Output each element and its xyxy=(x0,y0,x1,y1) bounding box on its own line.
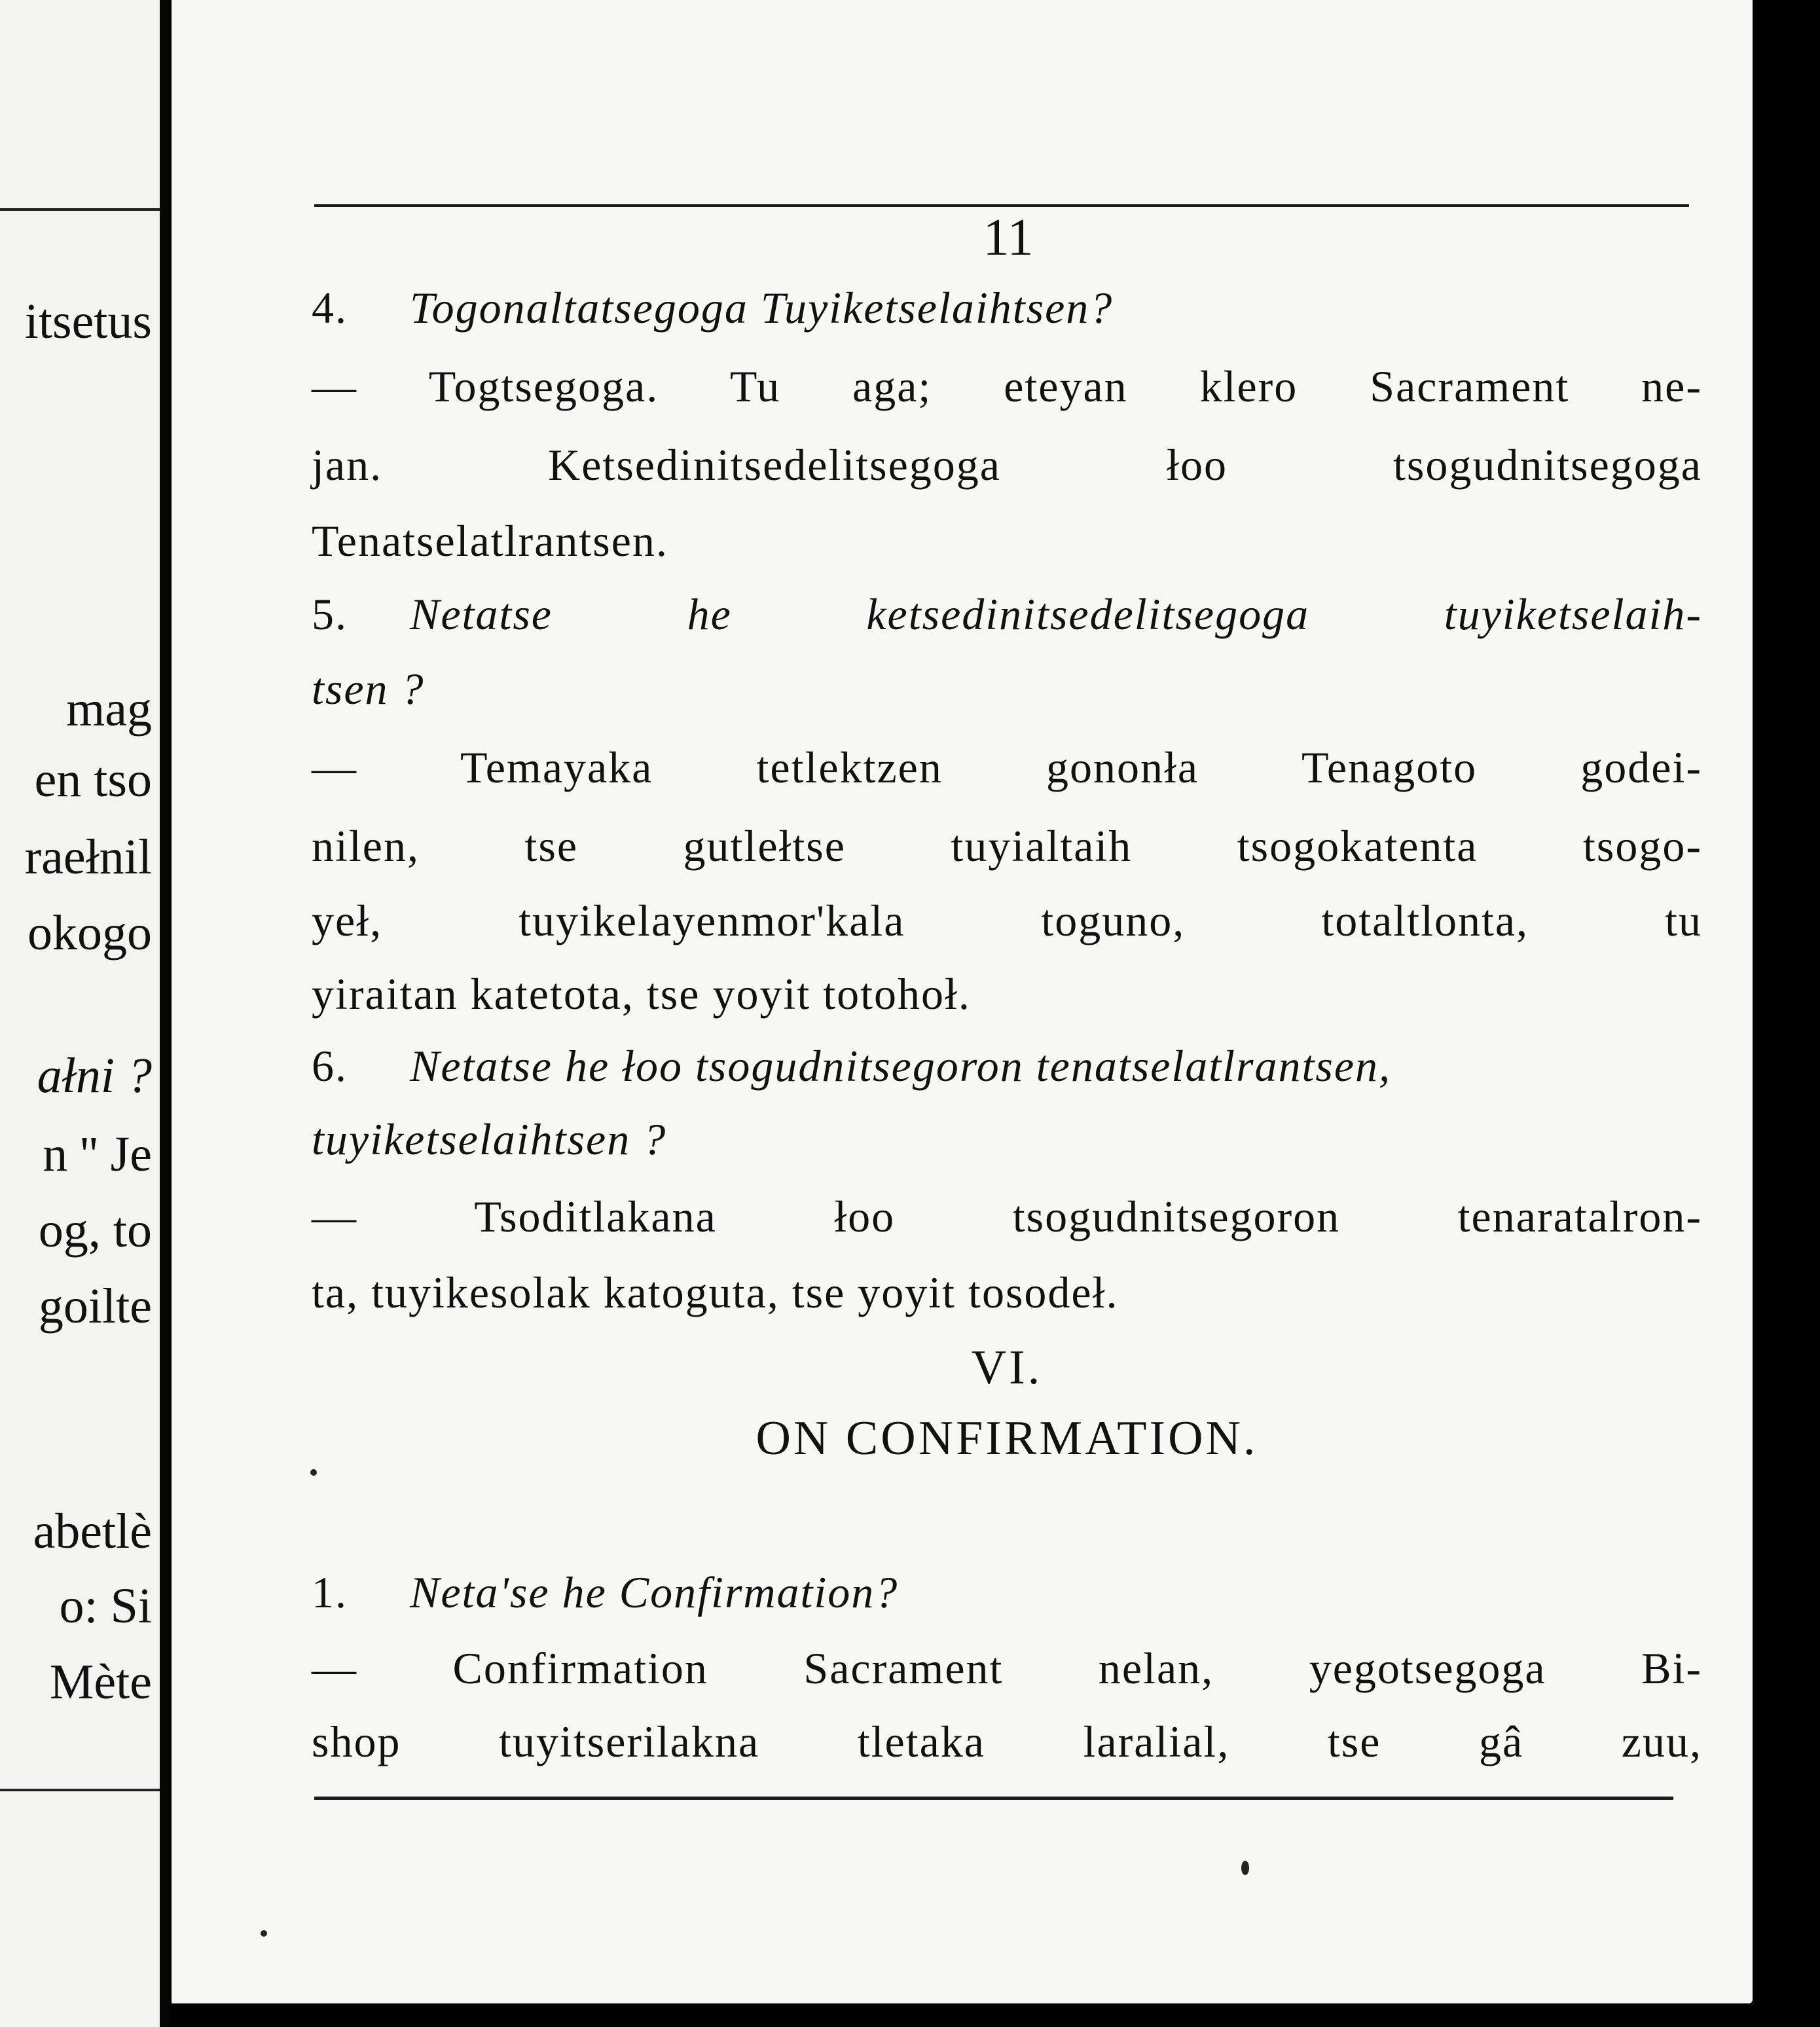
question-number: 5. xyxy=(312,589,348,639)
left-text-fragment: raełnil xyxy=(24,830,152,885)
footer-rule xyxy=(314,1797,1673,1800)
header-rule xyxy=(314,204,1689,207)
question-line xyxy=(312,283,1702,333)
answer-line: — Temayaka tetlektzen gononła Tenagoto godei- xyxy=(312,742,1702,792)
left-text-fragment: og, to xyxy=(38,1203,152,1258)
question-line: tuyiketselaihtsen ? xyxy=(312,1114,667,1164)
left-text-fragment: ałni ? xyxy=(37,1048,152,1103)
section-numeral: VI. xyxy=(971,1341,1043,1395)
page-number: 11 xyxy=(983,209,1034,266)
answer-line: — Togtsegoga. Tu aga; eteyan klero Sacrament ne- xyxy=(312,361,1702,411)
question-number: 1. xyxy=(312,1567,348,1617)
question-line: tsen ? xyxy=(312,664,425,714)
page-edge-shadow xyxy=(1753,0,1820,2027)
left-text-fragment: abetlè xyxy=(33,1504,152,1559)
answer-line: Tenatselatlrantsen. xyxy=(312,516,668,566)
answer-line: yiraitan katetota, tse yoyit totohoł. xyxy=(312,969,971,1019)
left-page-rule xyxy=(0,208,160,211)
question-line xyxy=(312,1567,1702,1617)
ink-speck xyxy=(1241,1861,1249,1875)
left-page-rule xyxy=(0,1789,160,1791)
left-text-fragment: goilte xyxy=(38,1279,152,1334)
left-text-fragment: itsetus xyxy=(24,294,152,349)
page-gutter xyxy=(160,0,169,2027)
left-text-fragment: Mète xyxy=(49,1654,152,1709)
question-line xyxy=(312,1041,1702,1091)
answer-line: ta, tuyikesolak katoguta, tse yoyit tosodeł. xyxy=(312,1268,1119,1317)
left-page-fragment xyxy=(0,0,160,2027)
question-line xyxy=(312,589,1702,639)
answer-line: yeł, tuyikelayenmor'kala toguno, totaltlonta, tu xyxy=(312,896,1702,945)
answer-line: shop tuyitserilakna tletaka laralial, tse gâ zuu, xyxy=(312,1717,1702,1766)
left-text-fragment: en tso xyxy=(34,752,152,807)
answer-line: — Tsoditlakana łoo tsogudnitsegoron tenaratalron- xyxy=(312,1192,1702,1241)
question-text: Netatse he łoo tsogudnitsegoron tenatselatlrantsen, xyxy=(410,1041,1392,1091)
answer-line: jan. Ketsedinitsedelitsegoga łoo tsogudnitsegoga xyxy=(312,440,1702,490)
question-text: Netatse he ketsedinitsedelitsegoga tuyiketselaih- xyxy=(410,589,1702,639)
section-title: ON CONFIRMATION. xyxy=(755,1412,1258,1465)
ink-speck xyxy=(261,1930,267,1937)
question-number: 6. xyxy=(312,1041,348,1091)
left-text-fragment: mag xyxy=(66,682,152,737)
answer-line: — Confirmation Sacrament nelan, yegotsegoga Bi- xyxy=(312,1643,1702,1693)
ink-speck xyxy=(310,1469,317,1476)
left-text-fragment: o: Si xyxy=(59,1579,152,1634)
question-number: 4. xyxy=(312,283,348,333)
question-text: Togonaltatsegoga Tuyiketselaihtsen? xyxy=(410,283,1114,333)
left-text-fragment: n '' Je xyxy=(43,1127,152,1182)
left-text-fragment: okogo xyxy=(27,905,152,960)
answer-line: nilen, tse gutlełtse tuyialtaih tsogokatenta tsogo- xyxy=(312,821,1702,871)
question-text: Neta'se he Confirmation? xyxy=(410,1567,899,1617)
